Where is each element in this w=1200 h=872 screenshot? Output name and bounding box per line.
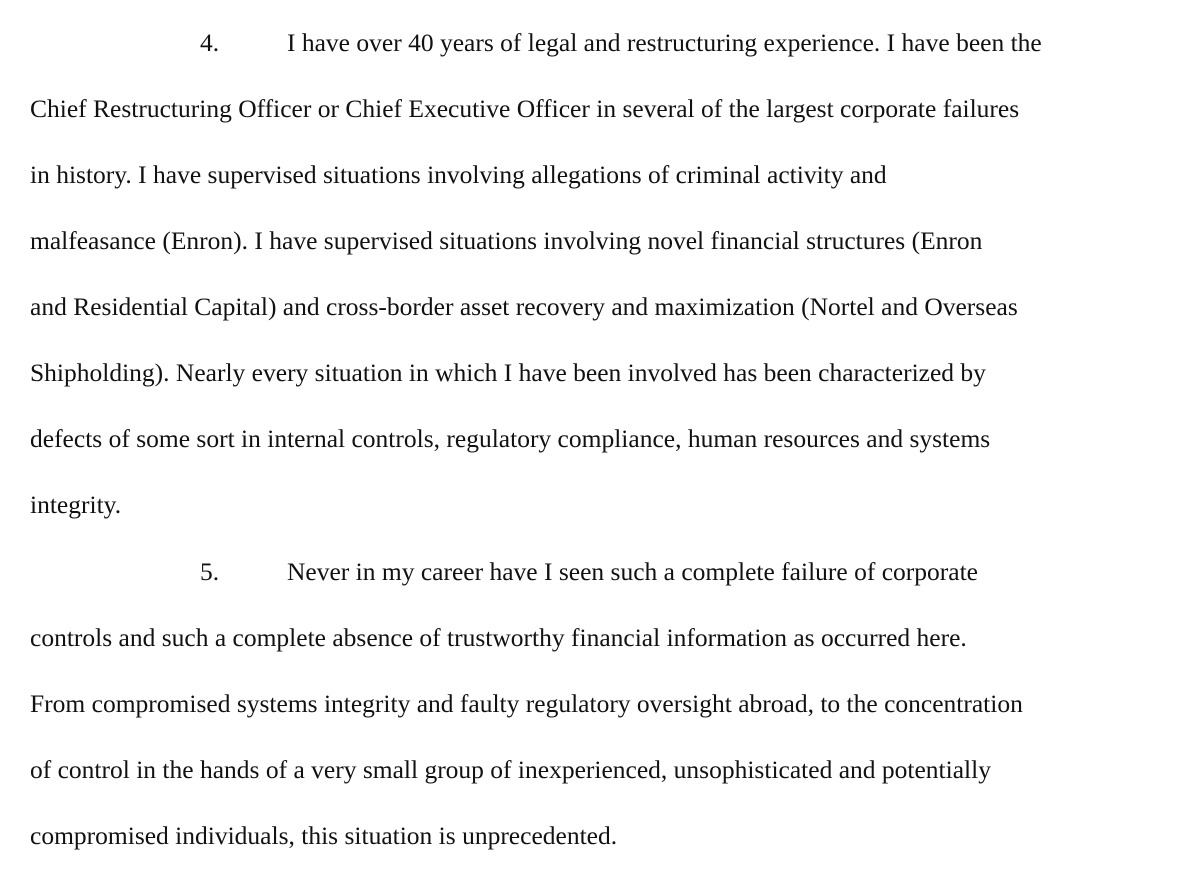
paragraph-4-line-5: and Residential Capital) and cross-border asset recovery and maximization (Nortel and Overseas [30,292,1018,321]
paragraph-5-line-2: controls and such a complete absence of trustworthy financial information as occurred here. [30,623,967,652]
paragraph-4-line-7: defects of some sort in internal controls, regulatory compliance, human resources and systems [30,424,991,453]
paragraph-5-line-3: From compromised systems integrity and faulty regulatory oversight abroad, to the concentration [30,689,1023,718]
paragraph-4-line-1 [0,28,1200,58]
paragraph-4-line-8: integrity. [30,490,122,519]
paragraph-number: 4. [200,28,220,57]
paragraph-text: I have over 40 years of legal and restructuring experience. I have been the [287,28,1042,57]
paragraph-5-line-5: compromised individuals, this situation is unprecedented. [30,821,618,850]
paragraph-5-line-4: of control in the hands of a very small group of inexperienced, unsophisticated and potentially [30,755,991,784]
paragraph-text: Never in my career have I seen such a complete failure of corporate [287,557,978,586]
paragraph-5-line-1 [0,557,1200,587]
paragraph-4-line-6: Shipholding). Nearly every situation in which I have been involved has been characterized by [30,358,986,387]
paragraph-4-line-3: in history. I have supervised situations involving allegations of criminal activity and [30,160,887,189]
paragraph-4-line-2: Chief Restructuring Officer or Chief Executive Officer in several of the largest corporate failures [30,94,1020,123]
paragraph-number: 5. [200,557,220,586]
paragraph-4-line-4: malfeasance (Enron). I have supervised situations involving novel financial structures (Enron [30,226,983,255]
